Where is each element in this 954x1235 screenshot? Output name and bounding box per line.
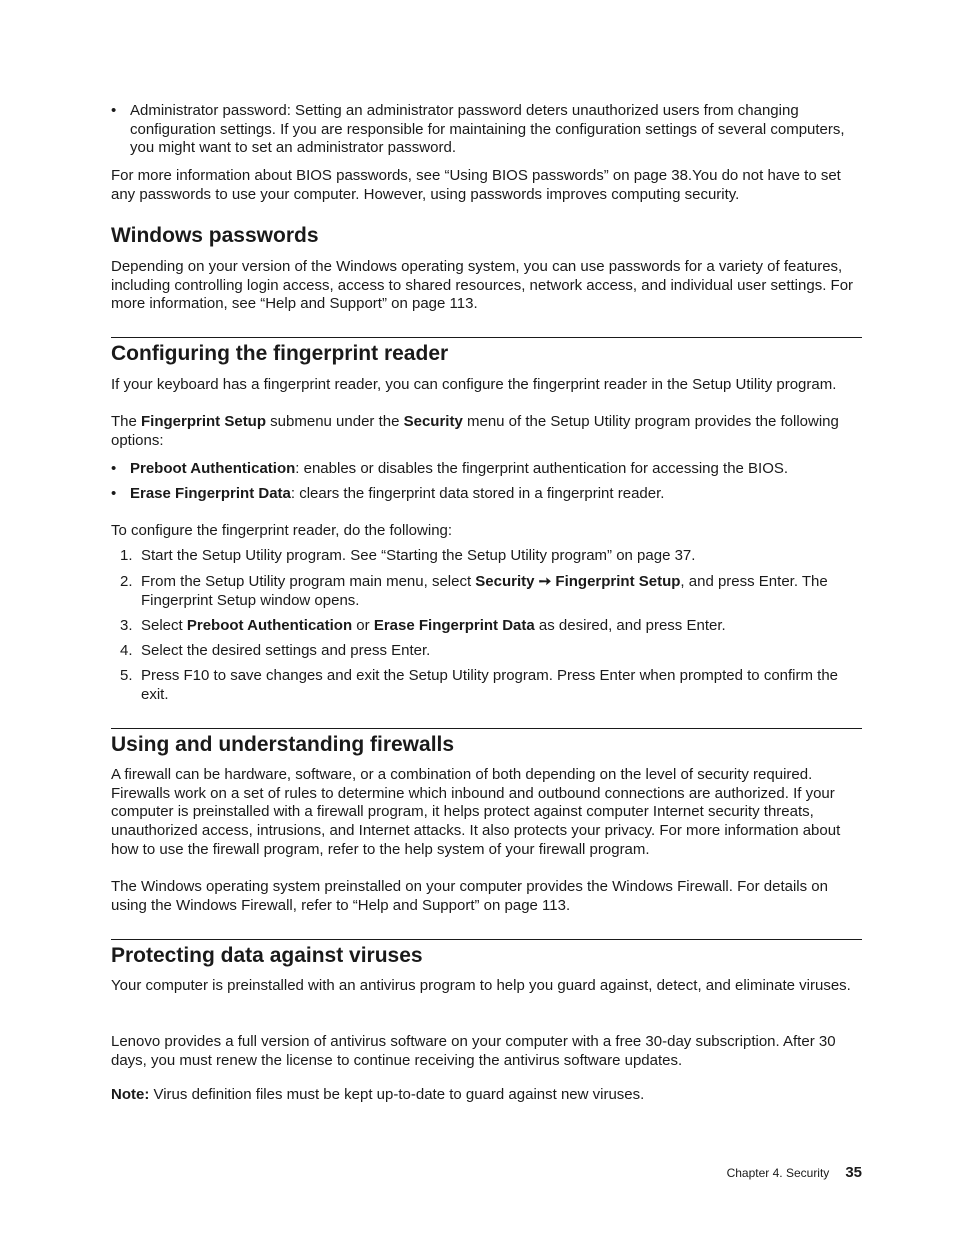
steps-intro: To configure the fingerprint reader, do the following: bbox=[111, 522, 453, 539]
page-footer bbox=[727, 1165, 862, 1181]
note-label: Note: bbox=[111, 1086, 150, 1103]
section-heading-viruses: Protecting data against viruses bbox=[111, 944, 423, 967]
option-text bbox=[130, 485, 862, 504]
step-number: 4. bbox=[120, 642, 133, 659]
bold-term: Fingerprint Setup bbox=[555, 573, 681, 590]
viruses-paragraph-2: Lenovo provides a full version of antivirus software on your computer with a free 30-day subscription. After 30 days, you must renew the license to continue receiving the antivirus software updates. bbox=[111, 1033, 836, 1069]
footer-chapter: Chapter 4. Security bbox=[726, 1166, 830, 1180]
text-run: menu of the Setup Utility program provides the following options: bbox=[111, 413, 839, 449]
page-number: 35 bbox=[845, 1164, 862, 1181]
text-run: From the Setup Utility program main menu, select bbox=[141, 573, 476, 590]
text-run: , and press Enter. The Fingerprint Setup window opens. bbox=[141, 573, 828, 609]
bold-term: Preboot Authentication bbox=[130, 460, 296, 477]
bold-term: Preboot Authentication bbox=[186, 617, 353, 634]
bold-term: Erase Fingerprint Data bbox=[373, 617, 535, 634]
fingerprint-paragraph-1: If your keyboard has a fingerprint reader, you can configure the fingerprint reader in the Setup Utility program. bbox=[111, 376, 837, 393]
note-text: Virus definition files must be kept up-to-date to guard against new viruses. bbox=[149, 1086, 645, 1103]
step-text bbox=[141, 573, 862, 610]
bullet-mark: • bbox=[111, 102, 117, 119]
text-run: or bbox=[352, 617, 374, 634]
step-text bbox=[141, 617, 862, 636]
bold-term: Fingerprint Setup bbox=[141, 413, 267, 430]
step-text: Start the Setup Utility program. See “Starting the Setup Utility program” on page 37. bbox=[141, 547, 696, 564]
text-run: : clears the fingerprint data stored in a fingerprint reader. bbox=[290, 485, 665, 502]
section-heading-firewalls: Using and understanding firewalls bbox=[111, 733, 455, 756]
note-paragraph bbox=[111, 1086, 862, 1105]
section-divider bbox=[111, 939, 862, 940]
text-run: Select bbox=[141, 617, 187, 634]
text-run: The bbox=[111, 413, 142, 430]
section-divider bbox=[111, 728, 862, 729]
bullet-mark: • bbox=[111, 485, 117, 502]
bold-term: Security bbox=[403, 413, 463, 430]
step-number: 3. bbox=[120, 617, 133, 634]
section-heading-windows-passwords: Windows passwords bbox=[111, 224, 319, 247]
firewalls-paragraph-1: A firewall can be hardware, software, or a combination of both depending on the level of security required. Firewalls work on a set of rules to determine which inbound and outbound connections are authorized. If your computer is preinstalled with a firewall program, it helps protect against computer Internet security threats, unauthorized access, intrusions, and Internet attacks. It also protects your privacy. For more information about how to use the firewall program, refer to the help system of your firewall program. bbox=[111, 766, 841, 858]
bold-term: Erase Fingerprint Data bbox=[130, 485, 291, 502]
fingerprint-paragraph-2 bbox=[111, 413, 862, 450]
step-text: Select the desired settings and press Enter. bbox=[141, 642, 431, 659]
bold-term: Security bbox=[475, 573, 535, 590]
bullet-text: Administrator password: Setting an administrator password deters unauthorized users from changing configuration settings. If you are responsible for maintaining the configuration settings of several computers, you might want to set an administrator password. bbox=[130, 102, 845, 157]
windows-passwords-paragraph: Depending on your version of the Windows operating system, you can use passwords for a variety of features, including controlling login access, access to shared resources, network access, and individual user settings. For more information, see “Help and Support” on page 113. bbox=[111, 258, 854, 313]
option-text bbox=[130, 460, 862, 479]
step-text: Press F10 to save changes and exit the Setup Utility program. Press Enter when prompted to confirm the exit. bbox=[141, 667, 839, 703]
step-number: 1. bbox=[120, 547, 133, 564]
text-run: submenu under the bbox=[266, 413, 404, 430]
step-number: 5. bbox=[120, 667, 133, 684]
text-run: : enables or disables the fingerprint authentication for accessing the BIOS. bbox=[295, 460, 789, 477]
firewalls-paragraph-2: The Windows operating system preinstalled on your computer provides the Windows Firewall. For details on using the Windows Firewall, refer to “Help and Support” on page 113. bbox=[111, 878, 828, 914]
text-run: as desired, and press Enter. bbox=[534, 617, 726, 634]
step-number: 2. bbox=[120, 573, 133, 590]
section-divider bbox=[111, 337, 862, 338]
arrow-right-icon: ➙ bbox=[538, 573, 552, 590]
bios-passwords-paragraph: For more information about BIOS passwords, see “Using BIOS passwords” on page 38.You do not have to set any passwords to use your computer. However, using passwords improves computing security. bbox=[111, 167, 841, 203]
viruses-paragraph-1: Your computer is preinstalled with an antivirus program to help you guard against, detect, and eliminate viruses. bbox=[111, 977, 851, 994]
bullet-mark: • bbox=[111, 460, 117, 477]
section-heading-fingerprint: Configuring the fingerprint reader bbox=[111, 342, 449, 365]
